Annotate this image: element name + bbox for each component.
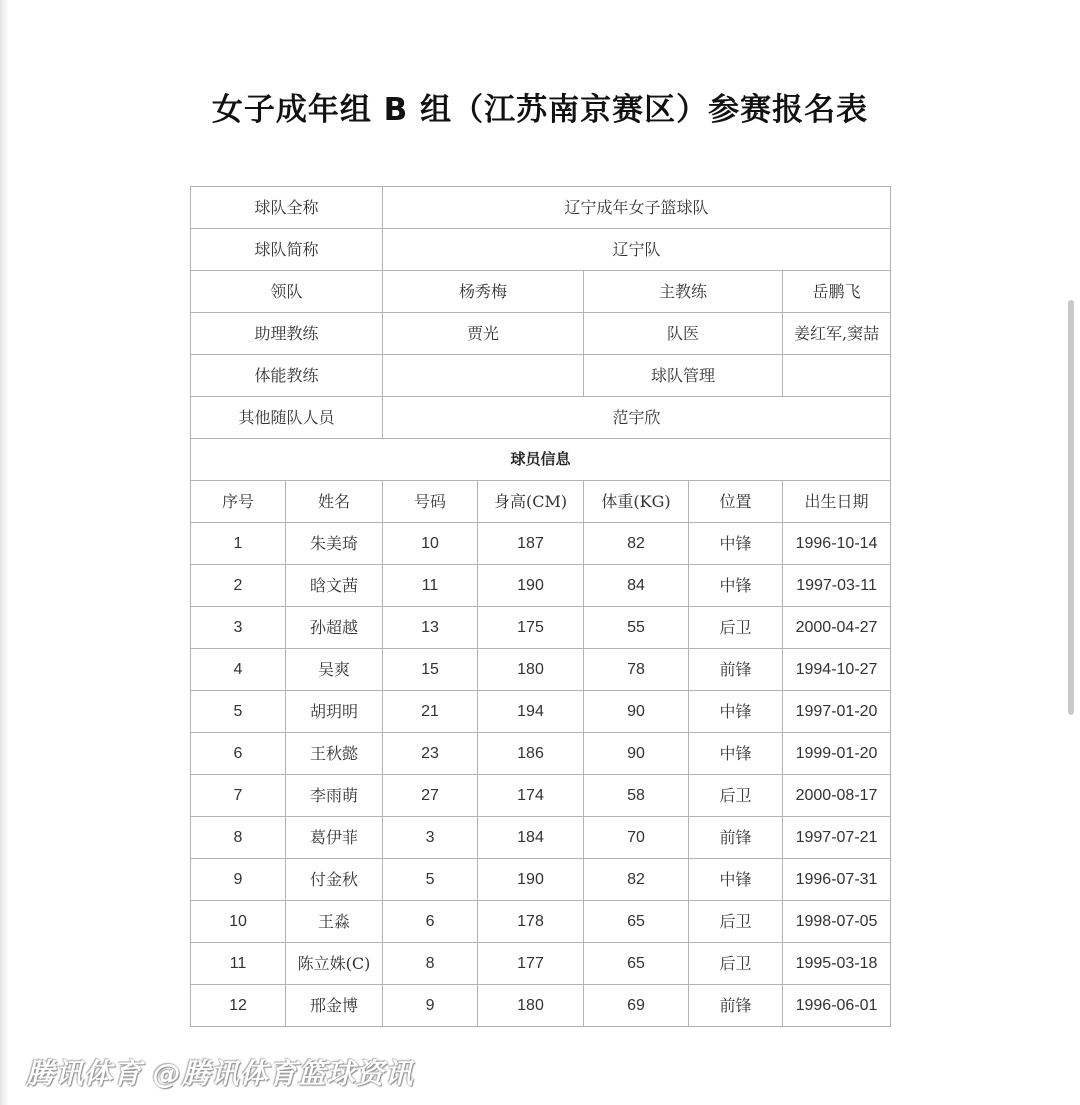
player-height: 184 (478, 817, 584, 859)
player-row (191, 985, 891, 1027)
player-position: 前锋 (689, 649, 783, 691)
player-position: 前锋 (689, 817, 783, 859)
player-index: 3 (191, 607, 286, 649)
player-name: 朱美琦 (286, 523, 383, 565)
player-height: 175 (478, 607, 584, 649)
player-position: 中锋 (689, 733, 783, 775)
player-height: 187 (478, 523, 584, 565)
player-weight: 55 (584, 607, 689, 649)
player-dob: 1998-07-05 (783, 901, 891, 943)
player-dob: 1996-06-01 (783, 985, 891, 1027)
vertical-scrollbar[interactable] (1068, 300, 1074, 715)
player-position: 后卫 (689, 943, 783, 985)
column-header: 位置 (689, 481, 783, 523)
page-title: 女子成年组 B 组（江苏南京赛区）参赛报名表 (211, 92, 869, 128)
player-index: 9 (191, 859, 286, 901)
player-name: 吴爽 (286, 649, 383, 691)
player-dob: 1994-10-27 (783, 649, 891, 691)
player-height: 177 (478, 943, 584, 985)
other-staff-label: 其他随队人员 (191, 397, 383, 439)
leader-value: 杨秀梅 (383, 271, 584, 313)
assistant-coach-label: 助理教练 (191, 313, 383, 355)
player-index: 1 (191, 523, 286, 565)
players-header-row (191, 481, 891, 523)
assistant-coach-value: 贾光 (383, 313, 584, 355)
player-row (191, 523, 891, 565)
player-dob: 2000-08-17 (783, 775, 891, 817)
player-weight: 82 (584, 523, 689, 565)
player-name: 王淼 (286, 901, 383, 943)
player-index: 2 (191, 565, 286, 607)
player-dob: 1997-07-21 (783, 817, 891, 859)
player-name: 陈立姝(C) (286, 943, 383, 985)
player-position: 中锋 (689, 691, 783, 733)
player-weight: 78 (584, 649, 689, 691)
player-row (191, 565, 891, 607)
fitness-coach-value (383, 355, 584, 397)
player-name: 付金秋 (286, 859, 383, 901)
player-index: 5 (191, 691, 286, 733)
player-weight: 70 (584, 817, 689, 859)
fitness-coach-label: 体能教练 (191, 355, 383, 397)
player-row (191, 649, 891, 691)
player-row (191, 901, 891, 943)
player-row (191, 607, 891, 649)
player-number: 3 (383, 817, 478, 859)
player-number: 27 (383, 775, 478, 817)
player-dob: 1996-07-31 (783, 859, 891, 901)
player-height: 180 (478, 985, 584, 1027)
player-row (191, 817, 891, 859)
players-section-row (191, 439, 891, 481)
player-weight: 58 (584, 775, 689, 817)
player-row (191, 775, 891, 817)
player-height: 180 (478, 649, 584, 691)
player-index: 4 (191, 649, 286, 691)
team-full-name-value: 辽宁成年女子篮球队 (383, 187, 891, 229)
player-weight: 90 (584, 691, 689, 733)
player-name: 晗文茜 (286, 565, 383, 607)
player-weight: 82 (584, 859, 689, 901)
player-row (191, 943, 891, 985)
column-header: 出生日期 (783, 481, 891, 523)
player-number: 6 (383, 901, 478, 943)
leader-label: 领队 (191, 271, 383, 313)
player-number: 5 (383, 859, 478, 901)
player-dob: 1997-01-20 (783, 691, 891, 733)
player-index: 6 (191, 733, 286, 775)
other-staff-value: 范宇欣 (383, 397, 891, 439)
player-index: 7 (191, 775, 286, 817)
player-dob: 1995-03-18 (783, 943, 891, 985)
player-dob: 1996-10-14 (783, 523, 891, 565)
page-edge-shadow (0, 0, 9, 1105)
player-name: 王秋懿 (286, 733, 383, 775)
column-header: 姓名 (286, 481, 383, 523)
player-height: 174 (478, 775, 584, 817)
player-name: 李雨萌 (286, 775, 383, 817)
player-height: 186 (478, 733, 584, 775)
column-header: 体重(KG) (584, 481, 689, 523)
player-name: 孙超越 (286, 607, 383, 649)
registration-form-table (190, 186, 891, 1027)
head-coach-label: 主教练 (584, 271, 783, 313)
watermark: 腾讯体育 @腾讯体育篮球资讯 (26, 1057, 414, 1090)
player-position: 中锋 (689, 523, 783, 565)
team-short-name-row (191, 229, 891, 271)
player-number: 13 (383, 607, 478, 649)
player-weight: 84 (584, 565, 689, 607)
player-dob: 1997-03-11 (783, 565, 891, 607)
player-number: 21 (383, 691, 478, 733)
player-weight: 65 (584, 901, 689, 943)
player-height: 190 (478, 859, 584, 901)
player-height: 194 (478, 691, 584, 733)
team-manager-value (783, 355, 891, 397)
fitness-manager-row (191, 355, 891, 397)
column-header: 身高(CM) (478, 481, 584, 523)
player-position: 中锋 (689, 859, 783, 901)
team-doctor-label: 队医 (584, 313, 783, 355)
player-height: 190 (478, 565, 584, 607)
player-position: 后卫 (689, 901, 783, 943)
team-short-name-label: 球队简称 (191, 229, 383, 271)
team-doctor-value: 姜红军,窦喆 (783, 313, 891, 355)
player-number: 11 (383, 565, 478, 607)
team-short-name-value: 辽宁队 (383, 229, 891, 271)
player-number: 9 (383, 985, 478, 1027)
player-dob: 2000-04-27 (783, 607, 891, 649)
player-row (191, 733, 891, 775)
player-number: 15 (383, 649, 478, 691)
player-position: 前锋 (689, 985, 783, 1027)
team-manager-label: 球队管理 (584, 355, 783, 397)
player-row (191, 859, 891, 901)
team-full-name-row (191, 187, 891, 229)
player-position: 后卫 (689, 607, 783, 649)
player-index: 12 (191, 985, 286, 1027)
player-height: 178 (478, 901, 584, 943)
player-row (191, 691, 891, 733)
players-section-title: 球员信息 (191, 439, 891, 481)
head-coach-value: 岳鹏飞 (783, 271, 891, 313)
player-dob: 1999-01-20 (783, 733, 891, 775)
player-name: 胡玥明 (286, 691, 383, 733)
leader-coach-row (191, 271, 891, 313)
player-weight: 90 (584, 733, 689, 775)
team-full-name-label: 球队全称 (191, 187, 383, 229)
player-number: 23 (383, 733, 478, 775)
player-name: 葛伊菲 (286, 817, 383, 859)
player-name: 邢金博 (286, 985, 383, 1027)
assistant-doctor-row (191, 313, 891, 355)
player-weight: 65 (584, 943, 689, 985)
player-weight: 69 (584, 985, 689, 1027)
other-staff-row (191, 397, 891, 439)
player-position: 后卫 (689, 775, 783, 817)
player-number: 8 (383, 943, 478, 985)
player-index: 10 (191, 901, 286, 943)
column-header: 号码 (383, 481, 478, 523)
player-number: 10 (383, 523, 478, 565)
player-position: 中锋 (689, 565, 783, 607)
player-index: 8 (191, 817, 286, 859)
column-header: 序号 (191, 481, 286, 523)
player-index: 11 (191, 943, 286, 985)
